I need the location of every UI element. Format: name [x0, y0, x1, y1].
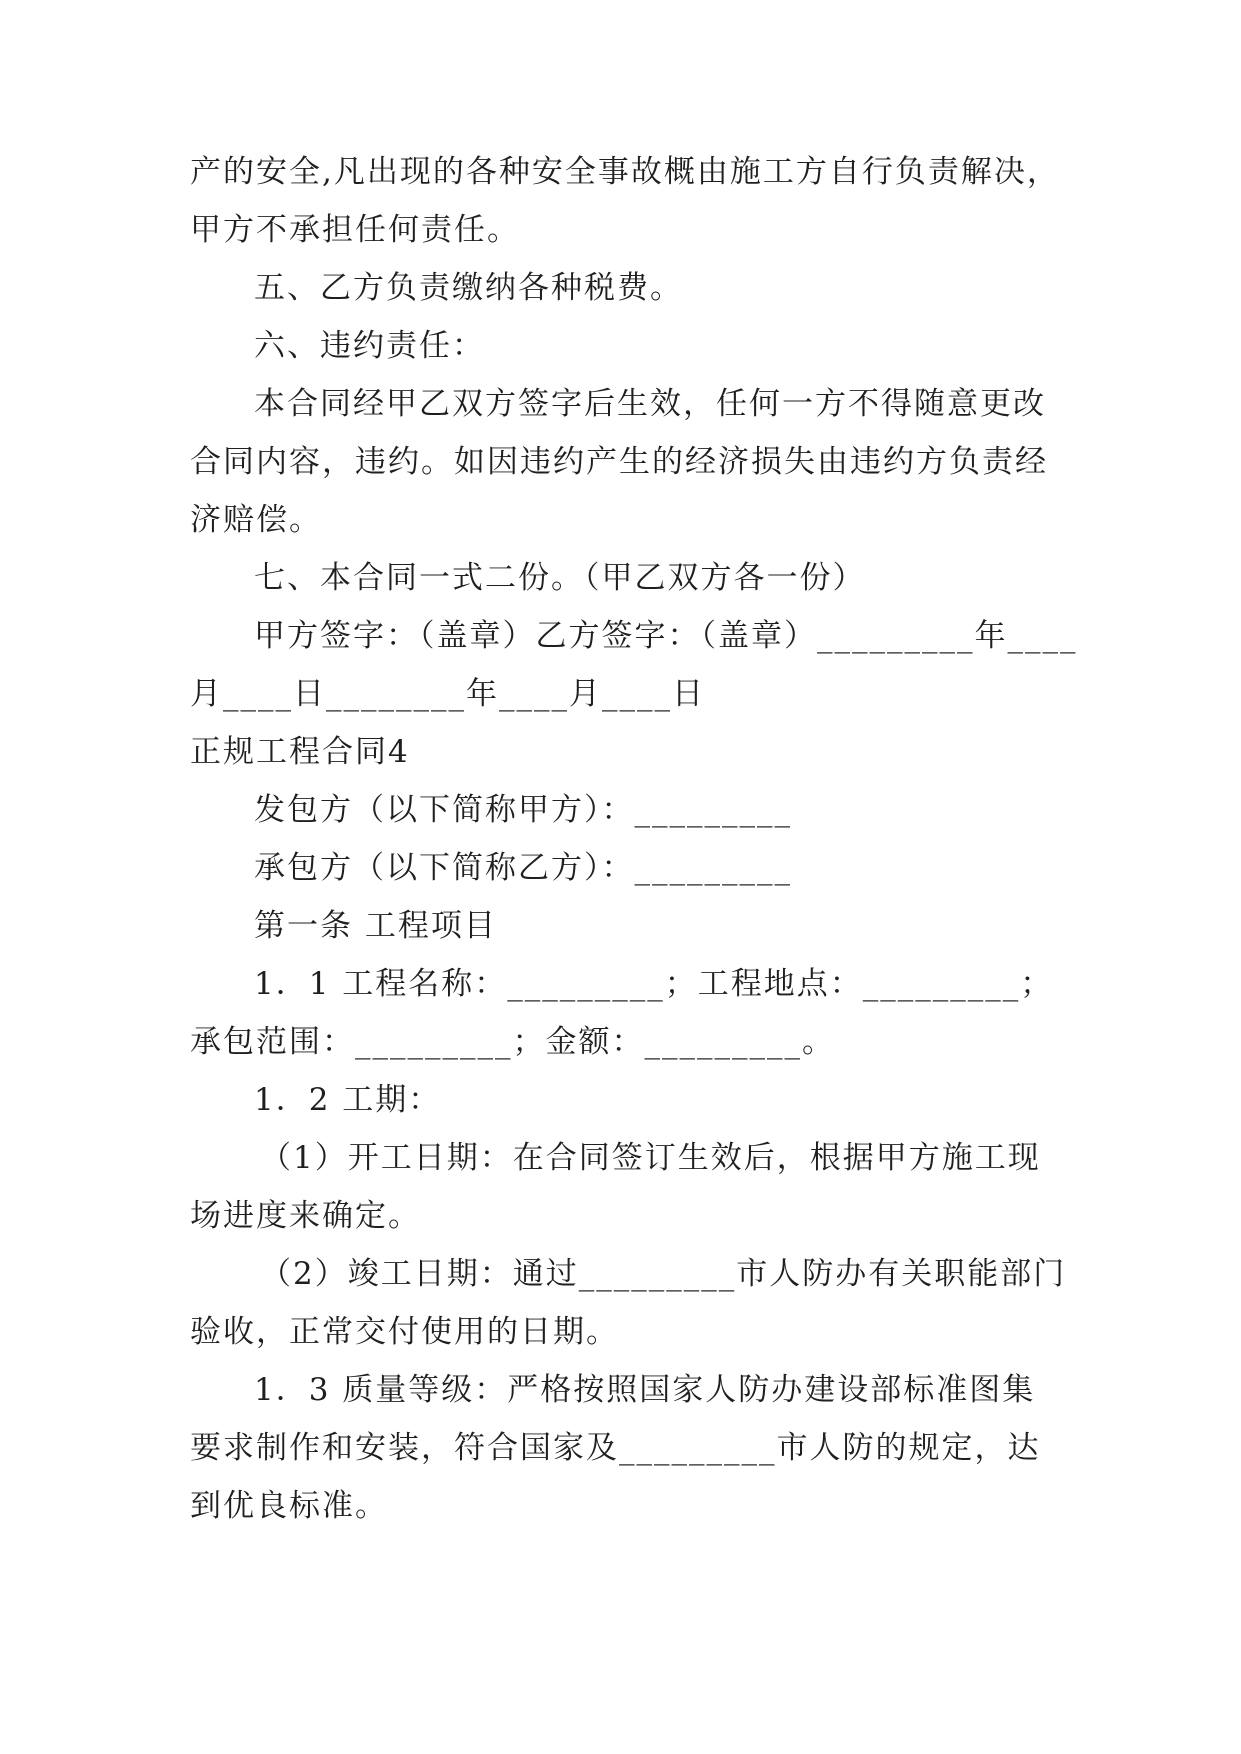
text-line: 本合同经甲乙双方签字后生效，任何一方不得随意更改	[254, 386, 1046, 422]
text-line: 产的安全,凡出现的各种安全事故概由施工方自行负责解决，	[190, 154, 1060, 190]
text-line: 到优良标准。	[190, 1488, 388, 1524]
date-line: 月____日________年____月____日	[190, 676, 705, 712]
signature-line: 甲方签字：（盖章）乙方签字：（盖章）_________年____	[254, 618, 1078, 654]
party-b-line: 承包方（以下简称乙方）：_________	[254, 850, 792, 886]
item-1-3: 1．3 质量等级：严格按照国家人防办建设部标准图集	[254, 1372, 1036, 1408]
clause-7: 七、本合同一式二份。（甲乙双方各一份）	[254, 560, 866, 596]
text-line: 济赔偿。	[190, 502, 322, 538]
completion-date-line: （2）竣工日期：通过_________市人防办有关职能部门	[260, 1256, 1067, 1292]
article-1-heading: 第一条 工程项目	[254, 908, 497, 944]
section-title: 正规工程合同4	[190, 734, 410, 770]
text-line: 要求制作和安装，符合国家及_________市人防的规定，达	[190, 1430, 1041, 1466]
item-1-1: 1．1 工程名称：_________；工程地点：_________；	[254, 966, 1054, 1002]
party-a-line: 发包方（以下简称甲方）：_________	[254, 792, 792, 828]
start-date-line: （1）开工日期：在合同签订生效后，根据甲方施工现	[260, 1140, 1041, 1176]
text-line: 甲方不承担任何责任。	[190, 212, 520, 248]
text-line: 验收，正常交付使用的日期。	[190, 1314, 619, 1350]
text-line: 承包范围：_________；金额：_________。	[190, 1024, 835, 1060]
clause-6-heading: 六、违约责任：	[254, 328, 485, 364]
clause-5: 五、乙方负责缴纳各种税费。	[254, 270, 683, 306]
item-1-2: 1．2 工期：	[254, 1082, 442, 1118]
text-line: 场进度来确定。	[190, 1198, 421, 1234]
text-line: 合同内容，违约。如因违约产生的经济损失由违约方负责经	[190, 444, 1048, 480]
